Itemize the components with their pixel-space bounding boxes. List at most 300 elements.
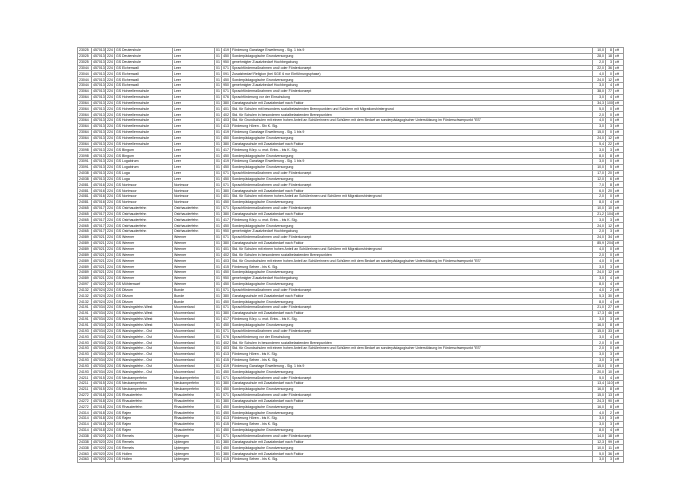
table-cell: 30 bbox=[606, 293, 614, 299]
table-cell: 24,0 bbox=[593, 135, 606, 141]
table-cell: 01 bbox=[216, 89, 220, 94]
table-cell: 01 bbox=[216, 328, 220, 333]
table-cell: 24089 bbox=[78, 240, 92, 246]
table-cell: 24065 bbox=[78, 217, 92, 223]
table-cell: cH bbox=[614, 48, 624, 54]
table-cell: Sprachfördermaßnahmen und/ oder Förderkonzept bbox=[231, 305, 593, 311]
table-cell: cH bbox=[614, 94, 624, 100]
table-cell: GS Hollen bbox=[115, 457, 173, 463]
table-cell: 01 bbox=[216, 200, 220, 205]
table-cell: 224 bbox=[107, 200, 113, 205]
table-cell: 24081 bbox=[78, 188, 92, 194]
table-cell: Rhauderfehn bbox=[173, 427, 215, 433]
table-cell: 457020 bbox=[93, 451, 105, 456]
table-cell: 15,0 bbox=[593, 363, 606, 369]
table-cell: 224 bbox=[107, 270, 113, 275]
table-cell: 224 bbox=[107, 282, 113, 287]
table-cell: 403 bbox=[223, 118, 229, 123]
table-cell: 380 bbox=[223, 141, 229, 146]
table-cell: 0 bbox=[606, 346, 614, 352]
table-cell: 23064 bbox=[78, 141, 92, 147]
table-cell: cH bbox=[614, 346, 624, 352]
table-cell: 01 bbox=[216, 393, 220, 398]
table-cell: 2,0 bbox=[593, 59, 606, 65]
table-cell: Uplengen bbox=[173, 433, 215, 439]
table-cell: cH bbox=[614, 77, 624, 83]
table-cell: GS Ostrhauderfehn bbox=[115, 217, 173, 223]
table-cell: 457024 bbox=[93, 293, 105, 298]
table-cell: 403 bbox=[223, 346, 229, 351]
table-cell: 24314 bbox=[78, 410, 92, 416]
table-cell: 450 bbox=[223, 176, 229, 181]
table-cell: 6,0 bbox=[593, 188, 606, 194]
table-cell: Förderung Ganztage Erweiterung - Sig. 1 bis 9 bbox=[231, 48, 593, 54]
table-cell: cH bbox=[614, 427, 624, 433]
table-cell: Sonderpädagogische Grundversorgung bbox=[231, 427, 593, 433]
table-cell: 24089 bbox=[78, 264, 92, 270]
table-cell: 0 bbox=[606, 252, 614, 258]
table-cell: 457016 bbox=[93, 200, 105, 205]
table-cell: Ostrhauderfehn bbox=[173, 211, 215, 217]
table-cell: 224 bbox=[107, 287, 113, 292]
table-cell: Sonderpädagogische Grundversorgung bbox=[231, 410, 593, 416]
table-cell: 4,0 bbox=[593, 287, 606, 293]
table-cell: Förderung Sehen - bis K. Sig. bbox=[231, 264, 593, 270]
table-cell: 457013 bbox=[93, 153, 105, 158]
table-cell: 01 bbox=[216, 439, 220, 444]
table-cell: 15,0 bbox=[593, 129, 606, 135]
table-cell: Sonderpädagogische Grundversorgung bbox=[231, 386, 593, 392]
table-cell: cH bbox=[614, 439, 624, 445]
table-cell: 457034 bbox=[93, 346, 105, 351]
table-cell: 5,3 bbox=[593, 293, 606, 299]
table-cell: GS Hoheellernschule bbox=[115, 106, 173, 112]
table-cell: 24193 bbox=[78, 346, 92, 352]
table-cell: 224 bbox=[107, 60, 113, 64]
table-cell: GS Warsingsfehn-West bbox=[115, 305, 173, 311]
table-cell: GS Bingum bbox=[115, 153, 173, 159]
table-cell: 2,0 bbox=[593, 252, 606, 258]
table-cell: cH bbox=[614, 381, 624, 387]
table-cell: 01 bbox=[216, 445, 220, 450]
table-cell: 380 bbox=[223, 100, 229, 105]
table-cell: 457015 bbox=[93, 387, 105, 392]
table-cell: 457020 bbox=[93, 439, 105, 444]
table-cell: 457013 bbox=[93, 135, 105, 140]
table-cell: 90 bbox=[606, 398, 614, 404]
table-cell: Moormerland bbox=[173, 310, 215, 316]
table-cell: 0 bbox=[606, 258, 614, 264]
table-cell: 01 bbox=[216, 118, 220, 123]
table-cell: GS Warsingsfehn-West bbox=[115, 316, 173, 322]
table-cell: 457021 bbox=[93, 276, 105, 281]
table-cell: 224 bbox=[107, 100, 113, 105]
table-cell: GS Deutershule bbox=[115, 53, 173, 59]
table-cell: GS Hoheellernschule bbox=[115, 141, 173, 147]
table-cell: 01 bbox=[216, 410, 220, 415]
table-cell: 13,4 bbox=[593, 381, 606, 387]
table-cell: Weener bbox=[173, 252, 215, 258]
table-cell: 16,0 bbox=[593, 386, 606, 392]
table-cell: 24363 bbox=[78, 451, 92, 457]
table-cell: 33 bbox=[606, 328, 614, 334]
table-cell: GS Warsingsfehn - Ost bbox=[115, 369, 173, 375]
table-cell: 01 bbox=[216, 322, 220, 327]
table-cell: 457013 bbox=[93, 112, 105, 117]
table-cell: Förderung Körp. u. mot. Entw. - bis K. Sig. bbox=[231, 147, 593, 153]
table-cell: 100 bbox=[607, 100, 613, 105]
table-cell: 380 bbox=[223, 188, 229, 193]
table-cell: 5,0 bbox=[593, 106, 606, 112]
table-cell: cH bbox=[614, 386, 624, 392]
table-cell: Förderung Sehen - bis K. Sig. bbox=[231, 457, 593, 463]
table-cell: 076 bbox=[223, 334, 229, 339]
table-cell: 071 bbox=[223, 171, 229, 176]
table-cell: GS Rhauderfehn bbox=[115, 392, 173, 398]
table-cell: GS Warsingsfehn - Ost bbox=[115, 334, 173, 340]
table-cell: cH bbox=[614, 422, 624, 428]
table-cell: 8,0 bbox=[593, 299, 606, 305]
table-cell: 4 bbox=[606, 281, 614, 287]
table-cell: 224 bbox=[107, 363, 113, 368]
table-cell: 01 bbox=[216, 287, 220, 292]
table-cell: 457013 bbox=[93, 100, 105, 105]
table-cell: Ganztagsschule mit Zusatzbedarf nach Faktor bbox=[231, 188, 593, 194]
table-cell: 401 bbox=[223, 106, 229, 111]
table-cell: GS Rajen bbox=[115, 427, 173, 433]
table-cell: Sprachfördermaßnahmen und/ oder Förderkonzept bbox=[231, 433, 593, 439]
table-cell: 24191 bbox=[78, 310, 92, 316]
table-cell: genehmigter Zusatzbedarf Hochbegabung bbox=[231, 59, 593, 65]
table-cell: cH bbox=[614, 176, 624, 182]
table-cell: 457021 bbox=[93, 270, 105, 275]
table-cell: 01 bbox=[216, 229, 220, 234]
table-cell: GS Weener bbox=[115, 240, 173, 246]
table-cell: 01 bbox=[216, 217, 220, 222]
table-cell: Bunde bbox=[173, 293, 215, 299]
table-cell: cH bbox=[614, 106, 624, 112]
table-cell: GS Rajen bbox=[115, 410, 173, 416]
table-cell: GS Möhlenwarf bbox=[115, 281, 173, 287]
table-cell: 224 bbox=[107, 422, 113, 427]
table-cell: 450 bbox=[223, 135, 229, 140]
table-cell: 0 bbox=[606, 71, 614, 77]
table-cell: GS Ditzum bbox=[115, 287, 173, 293]
table-cell: 417 bbox=[223, 147, 229, 152]
table-cell: Std. für Schulen in besonderen sozialbelastenden Brennpunkten bbox=[231, 252, 593, 258]
table-cell: 457017 bbox=[93, 206, 105, 211]
table-cell: 224 bbox=[107, 211, 113, 216]
table-cell: 450 bbox=[223, 387, 229, 392]
table-cell: 24191 bbox=[78, 316, 92, 322]
table-cell: Zusatzbedarf Religion (bei SGE 6 nur Einführungsphase) bbox=[231, 71, 593, 77]
table-cell: 8 bbox=[606, 153, 614, 159]
table-cell: cH bbox=[614, 305, 624, 311]
table-cell: 224 bbox=[107, 410, 113, 415]
table-cell: 24081 bbox=[78, 194, 92, 200]
table-cell: cH bbox=[614, 223, 624, 229]
table-cell: 224 bbox=[107, 135, 113, 140]
table-cell: Nortmoor bbox=[173, 188, 215, 194]
table-cell: 24038 bbox=[78, 176, 92, 182]
table-cell: 01 bbox=[216, 211, 220, 216]
table-cell: 3,0 bbox=[593, 351, 606, 357]
table-cell: Leer bbox=[173, 141, 215, 147]
table-cell: 457018 bbox=[93, 393, 105, 398]
table-cell: GS Eichenwall bbox=[115, 77, 173, 83]
table-cell: 14,0 bbox=[593, 433, 606, 439]
table-cell: 457034 bbox=[93, 328, 105, 333]
table-cell: GS Logabirum bbox=[115, 164, 173, 170]
table-cell: 01 bbox=[216, 387, 220, 392]
table-cell: 3,0 bbox=[593, 275, 606, 281]
table-cell: 450 bbox=[223, 428, 229, 433]
table-cell: 457017 bbox=[93, 217, 105, 222]
table-cell: 10 bbox=[606, 369, 614, 375]
table-cell: Sprachfördermaßnahmen und/ oder Förderkonzept bbox=[231, 182, 593, 188]
table-cell: 01 bbox=[216, 416, 220, 421]
table-cell: 22 bbox=[606, 141, 614, 147]
table-cell: GS Ostrhauderfehn bbox=[115, 211, 173, 217]
table-cell: 16,0 bbox=[593, 322, 606, 328]
table-cell: 0 bbox=[606, 129, 614, 135]
table-cell: cH bbox=[614, 112, 624, 118]
table-cell: GS Bingum bbox=[115, 147, 173, 153]
table-cell: 18 bbox=[606, 433, 614, 439]
table-cell: 413 bbox=[223, 352, 229, 357]
table-cell: 01 bbox=[216, 428, 220, 433]
table-cell: cH bbox=[614, 141, 624, 147]
table-cell: 457013 bbox=[93, 60, 105, 64]
table-cell: GS Weener bbox=[115, 258, 173, 264]
table-cell: 071 bbox=[223, 235, 229, 240]
table-cell: 8,0 bbox=[593, 153, 606, 159]
table-cell: Sprachfördermaßnahmen und/ oder Förderkonzept bbox=[231, 235, 593, 241]
table-cell: 224 bbox=[107, 182, 113, 187]
table-cell: 6 bbox=[606, 176, 614, 182]
table-cell: 36 bbox=[606, 451, 614, 457]
table-cell: cH bbox=[614, 53, 624, 59]
table-cell: GS Eichenwall bbox=[115, 65, 173, 71]
table-cell: cH bbox=[614, 392, 624, 398]
table-cell: GS Ostrhauderfehn bbox=[115, 229, 173, 235]
table-cell: cH bbox=[614, 369, 624, 375]
table-cell: 24211 bbox=[78, 375, 92, 381]
table-cell: cH bbox=[614, 416, 624, 422]
table-cell: 224 bbox=[107, 428, 113, 433]
table-cell: 01 bbox=[216, 451, 220, 456]
table-cell: cH bbox=[614, 275, 624, 281]
table-cell: 224 bbox=[107, 112, 113, 117]
table-cell: 950 bbox=[223, 276, 229, 281]
table-cell: 457013 bbox=[93, 130, 105, 135]
table-cell: 20 bbox=[606, 188, 614, 194]
table-cell: 457017 bbox=[93, 229, 105, 234]
table-cell: 24272 bbox=[78, 392, 92, 398]
table-cell: 24191 bbox=[78, 305, 92, 311]
table-cell: Std. für Schulen mit einem hohen Anteil an Schülerinnen und Schülern mit Migrationshintergrund bbox=[231, 194, 593, 200]
table-cell: 950 bbox=[223, 60, 229, 64]
table-cell: 071 bbox=[223, 434, 229, 438]
table-cell: 224 bbox=[107, 381, 113, 386]
table-cell: 457021 bbox=[93, 252, 105, 257]
table-cell: 01 bbox=[216, 71, 220, 76]
table-cell: 2,0 bbox=[593, 346, 606, 352]
table-cell: cH bbox=[614, 188, 624, 194]
table-cell: 23044 bbox=[78, 71, 92, 77]
table-cell: 23091 bbox=[78, 164, 92, 170]
table-cell: 12 bbox=[606, 223, 614, 229]
table-cell: Leer bbox=[173, 94, 215, 100]
table-cell: 3,0 bbox=[593, 416, 606, 422]
table-cell: 413 bbox=[223, 416, 229, 421]
table-cell: 01 bbox=[216, 235, 220, 240]
table-cell: 01 bbox=[216, 317, 220, 322]
table-cell: 01 bbox=[216, 358, 220, 363]
table-cell: 27 bbox=[606, 305, 614, 311]
table-cell: 457013 bbox=[93, 159, 105, 164]
table-cell: 457021 bbox=[93, 241, 105, 246]
table-cell: 24,0 bbox=[593, 223, 606, 229]
table-row bbox=[78, 457, 624, 463]
table-cell: 457013 bbox=[93, 171, 105, 176]
table-cell: 24211 bbox=[78, 386, 92, 392]
table-cell: 01 bbox=[216, 188, 220, 193]
table-cell: 224 bbox=[107, 416, 113, 421]
table-cell: 8,0 bbox=[593, 427, 606, 433]
table-cell: 15,0 bbox=[593, 392, 606, 398]
table-cell: cH bbox=[614, 71, 624, 77]
table-cell: 24089 bbox=[78, 252, 92, 258]
table-cell: 3,0 bbox=[593, 334, 606, 340]
table-cell: GS Remels bbox=[115, 433, 173, 439]
table-cell: 401 bbox=[223, 194, 229, 199]
table-cell: 224 bbox=[107, 165, 113, 170]
table-cell: Std. für Grundschulen mit einem hohen Anteil an Schülerinnen und Schülern mit dem Bedarf an sonderpädagogischer Unterstützung im Förderschwerpunkt "ES" bbox=[231, 118, 593, 124]
table-cell: 4 bbox=[606, 375, 614, 381]
table-cell: 01 bbox=[216, 299, 220, 304]
table-cell: cH bbox=[614, 205, 624, 211]
table-cell: 417 bbox=[223, 317, 229, 322]
table-cell: 224 bbox=[107, 65, 113, 70]
table-cell: GS Warsingsfehn - Ost bbox=[115, 340, 173, 346]
table-cell: 457013 bbox=[93, 124, 105, 129]
table-cell: GS Warsingsfehn-West bbox=[115, 310, 173, 316]
table-cell: 419 bbox=[223, 159, 229, 164]
table-cell: 3,0 bbox=[593, 83, 606, 89]
table-cell: 8,0 bbox=[593, 281, 606, 287]
table-cell: 415 bbox=[223, 358, 229, 363]
table-cell: Moormerland bbox=[173, 322, 215, 328]
table-cell: 46 bbox=[606, 310, 614, 316]
table-cell: Moormerland bbox=[173, 346, 215, 352]
table-cell: GS Warsingsfehn - Ost bbox=[115, 328, 173, 334]
table-cell: 01 bbox=[216, 457, 220, 462]
table-cell: Ostrhauderfehn bbox=[173, 205, 215, 211]
table-cell: 071 bbox=[223, 287, 229, 292]
table-cell: 24132 bbox=[78, 293, 92, 299]
table-cell: cH bbox=[614, 135, 624, 141]
table-cell: 01 bbox=[216, 404, 220, 409]
table-cell: 457034 bbox=[93, 340, 105, 345]
table-cell: 01 bbox=[216, 194, 220, 199]
table-cell: Förderung Sehen - bis K. Sig. bbox=[231, 422, 593, 428]
table-cell: Leer bbox=[173, 135, 215, 141]
table-cell: 224 bbox=[107, 264, 113, 269]
table-cell: genehmigter Zusatzbedarf Hochbegabung bbox=[231, 275, 593, 281]
table-cell: Uplengen bbox=[173, 445, 215, 451]
table-cell: 071 bbox=[223, 65, 229, 70]
table-cell: 457016 bbox=[93, 182, 105, 187]
table-cell: 3 bbox=[606, 217, 614, 223]
table-cell: Nortmoor bbox=[173, 194, 215, 200]
table-cell: 20 bbox=[606, 170, 614, 176]
table-cell: 457020 bbox=[93, 434, 105, 438]
table-cell: 224 bbox=[107, 241, 113, 246]
table-cell: 457017 bbox=[93, 223, 105, 228]
table-cell: 950 bbox=[223, 83, 229, 88]
table-cell: Förderung Ganztage Erweiterung - Sig. 1 bis 9 bbox=[231, 129, 593, 135]
table-cell: Sonderpädagogische Grundversorgung bbox=[231, 404, 593, 410]
table-cell: 380 bbox=[223, 211, 229, 216]
table-cell: Rhauderfehn bbox=[173, 398, 215, 404]
table-cell: Uplengen bbox=[173, 439, 215, 445]
table-cell: 457018 bbox=[93, 398, 105, 403]
table-cell: 01 bbox=[216, 334, 220, 339]
table-cell: 23025 bbox=[78, 48, 92, 54]
table-cell: 3 bbox=[606, 59, 614, 65]
table-cell: Moormerland bbox=[173, 328, 215, 334]
table-cell: Leer bbox=[173, 118, 215, 124]
table-cell: 4 bbox=[606, 94, 614, 100]
table-cell: cH bbox=[614, 88, 624, 94]
table-cell: Sonderpädagogische Grundversorgung bbox=[231, 153, 593, 159]
table-cell: Sprachförderung vor der Einschulung bbox=[231, 334, 593, 340]
table-cell: 24363 bbox=[78, 457, 92, 463]
table-cell: 457034 bbox=[93, 305, 105, 310]
table-cell: Sprachfördermaßnahmen und/ oder Förderkonzept bbox=[231, 328, 593, 334]
table-cell: 13 bbox=[606, 392, 614, 398]
table-cell: 415 bbox=[223, 457, 229, 462]
table-cell: 77 bbox=[606, 88, 614, 94]
table-cell: Sonderpädagogische Grundversorgung bbox=[231, 164, 593, 170]
table-cell: 457018 bbox=[93, 410, 105, 415]
table-cell: 224 bbox=[107, 358, 113, 363]
table-cell: 01 bbox=[216, 422, 220, 427]
table-cell: 8 bbox=[606, 48, 614, 54]
table-cell: 224 bbox=[107, 305, 113, 310]
table-cell: 224 bbox=[107, 375, 113, 380]
table-cell: Neukamperfehn bbox=[173, 375, 215, 381]
table-cell: 457016 bbox=[93, 188, 105, 193]
table-cell: 4,0 bbox=[593, 118, 606, 124]
table-cell: 24338 bbox=[78, 439, 92, 445]
table-cell: 457013 bbox=[93, 77, 105, 82]
table-cell: cH bbox=[614, 123, 624, 129]
table-cell: cH bbox=[614, 159, 624, 165]
table-cell: Ganztagsschule mit Zusatzbedarf nach Faktor bbox=[231, 240, 593, 246]
table-cell: cH bbox=[614, 235, 624, 241]
table-cell: 17,3 bbox=[593, 310, 606, 316]
table-cell: GS Ostrhauderfehn bbox=[115, 205, 173, 211]
table-cell: 24193 bbox=[78, 328, 92, 334]
table-cell: GS Hoheellernschule bbox=[115, 88, 173, 94]
table-cell: 24132 bbox=[78, 299, 92, 305]
table-cell: 01 bbox=[216, 247, 220, 251]
table-cell: 8,0 bbox=[593, 199, 606, 205]
table-cell: genehmigter Zusatzbedarf Hochbegabung bbox=[231, 229, 593, 235]
table-cell: GS Hoheellernschule bbox=[115, 112, 173, 118]
